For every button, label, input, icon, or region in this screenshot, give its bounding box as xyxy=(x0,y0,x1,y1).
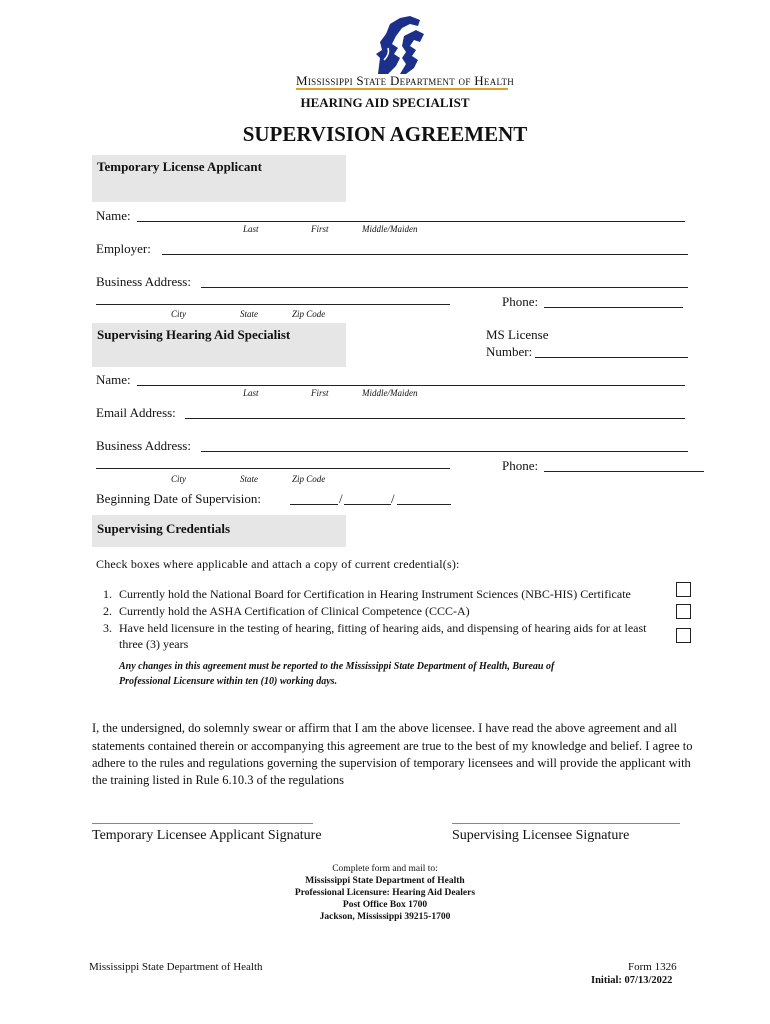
supervisor-phone-label: Phone: xyxy=(502,458,539,473)
changes-notice-line-1: Any changes in this agreement must be reported to the Mississippi State Department of Health, Bureau of xyxy=(119,661,555,672)
supervisor-state-caption: State xyxy=(240,474,258,484)
credential-item-2-text: Currently hold the ASHA Certification of Clinical Competence (CCC-A) xyxy=(119,604,470,618)
email-address-field[interactable] xyxy=(185,418,685,419)
applicant-phone-label: Phone: xyxy=(502,294,539,309)
supervisor-name-middle-caption: Middle/Maiden xyxy=(362,388,418,398)
ms-license-label: MS License xyxy=(486,327,549,342)
beginning-date-label: Beginning Date of Supervision: xyxy=(96,491,262,506)
applicant-phone-field[interactable] xyxy=(544,307,683,308)
supervisor-name-field[interactable] xyxy=(137,385,685,386)
date-separator: / xyxy=(391,491,395,506)
applicant-name-label: Name: xyxy=(96,208,131,223)
applicant-name-field[interactable] xyxy=(137,221,685,222)
credential-item-1-text: Currently hold the National Board for Certification in Hearing Instrument Sciences (NBC-HIS) Certificate xyxy=(119,587,631,601)
employer-label: Employer: xyxy=(96,241,151,256)
credential-item-3-number: 3. xyxy=(103,621,112,635)
credential-item-3-text: Have held licensure in the testing of hearing, fitting of hearing aids, and dispensing of hearing aids for at least xyxy=(119,621,647,635)
credentials-instruction: Check boxes where applicable and attach a copy of current credential(s): xyxy=(96,557,460,571)
credentials-section-title: Supervising Credentials xyxy=(97,521,231,536)
affirmation-line-1: I, the undersigned, do solemnly swear or affirm that I am the above licensee. I have read the above agreement and all xyxy=(92,721,677,735)
applicant-section-title: Temporary License Applicant xyxy=(97,159,262,174)
applicant-city-state-zip-field[interactable] xyxy=(96,304,450,305)
supervisor-city-caption: City xyxy=(171,474,186,484)
mail-intro: Complete form and mail to: xyxy=(332,864,438,874)
supervisor-signature-field[interactable] xyxy=(452,823,680,824)
ms-license-number-label: Number: xyxy=(486,344,533,359)
footer-agency: Mississippi State Department of Health xyxy=(89,961,263,973)
ms-license-number-field[interactable] xyxy=(535,357,688,358)
credential-3-checkbox[interactable] xyxy=(676,628,691,643)
agency-underline xyxy=(296,88,508,90)
supervisor-section-title: Supervising Hearing Aid Specialist xyxy=(97,327,291,342)
applicant-name-last-caption: Last xyxy=(243,224,259,234)
mail-line-4: Jackson, Mississippi 39215-1700 xyxy=(319,912,451,922)
mail-line-2: Professional Licensure: Hearing Aid Dealers xyxy=(294,888,476,898)
applicant-signature-field[interactable] xyxy=(92,823,313,824)
affirmation-line-3: adhere to the rules and regulations governing the supervision of temporary licensees and will provide the applicant with xyxy=(92,756,691,770)
applicant-zip-caption: Zip Code xyxy=(292,309,326,319)
applicant-business-address-field[interactable] xyxy=(201,287,688,288)
credential-2-checkbox[interactable] xyxy=(676,604,691,619)
email-address-label: Email Address: xyxy=(96,405,176,420)
credential-1-checkbox[interactable] xyxy=(676,582,691,597)
applicant-state-caption: State xyxy=(240,309,258,319)
supervisor-business-address-label: Business Address: xyxy=(96,438,191,453)
credential-item-2-number: 2. xyxy=(103,604,112,618)
applicant-name-middle-caption: Middle/Maiden xyxy=(362,224,418,234)
applicant-signature-label: Temporary Licensee Applicant Signature xyxy=(92,828,322,843)
mail-line-1: Mississippi State Department of Health xyxy=(305,876,465,886)
applicant-name-first-caption: First xyxy=(311,224,329,234)
changes-notice-line-2: Professional Licensure within ten (10) working days. xyxy=(119,676,338,687)
begin-date-year-field[interactable] xyxy=(397,504,451,505)
affirmation-line-4: the training listed in Rule 6.10.3 of the regulations xyxy=(92,773,345,787)
supervisor-phone-field[interactable] xyxy=(544,471,704,472)
date-separator: / xyxy=(339,491,343,506)
credential-item-1-number: 1. xyxy=(103,587,112,601)
supervisor-name-first-caption: First xyxy=(311,388,329,398)
applicant-business-address-label: Business Address: xyxy=(96,274,191,289)
mail-line-3: Post Office Box 1700 xyxy=(342,900,428,910)
supervisor-signature-label: Supervising Licensee Signature xyxy=(452,828,630,843)
form-subtitle: HEARING AID SPECIALIST xyxy=(300,95,470,110)
form-number: Form 1326 xyxy=(628,961,677,973)
employer-field[interactable] xyxy=(162,254,688,255)
supervisor-zip-caption: Zip Code xyxy=(292,474,326,484)
begin-date-day-field[interactable] xyxy=(344,504,391,505)
form-title: SUPERVISION AGREEMENT xyxy=(242,122,528,146)
applicant-city-caption: City xyxy=(171,309,186,319)
begin-date-month-field[interactable] xyxy=(290,504,338,505)
msdh-logo-icon xyxy=(370,14,430,76)
supervisor-business-address-field[interactable] xyxy=(201,451,688,452)
agency-name: Mississippi State Department of Health xyxy=(296,73,515,88)
form-initial-date: Initial: 07/13/2022 xyxy=(591,975,673,986)
supervisor-name-label: Name: xyxy=(96,372,131,387)
affirmation-line-2: statements contained therein or accompanying this agreement are true to the best of my knowledge and belief. I agree to xyxy=(92,739,693,753)
supervisor-city-state-zip-field[interactable] xyxy=(96,468,450,469)
supervisor-name-last-caption: Last xyxy=(243,388,259,398)
credential-item-3-text-cont: three (3) years xyxy=(119,637,189,651)
